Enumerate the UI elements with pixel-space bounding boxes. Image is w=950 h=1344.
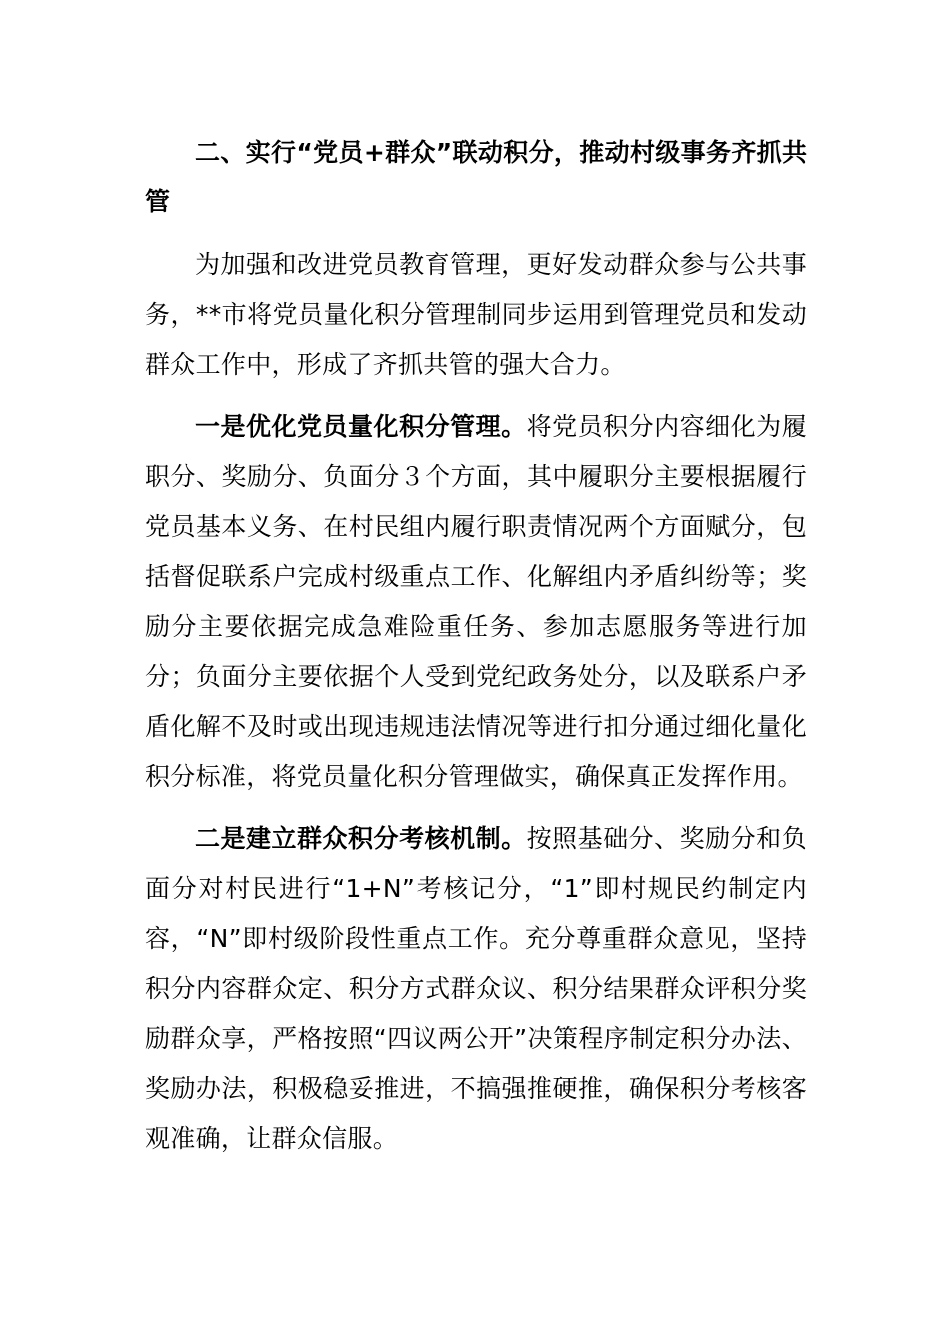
section-2-paragraph bbox=[145, 814, 807, 1164]
section-1-body: 将党员积分内容细化为履职分、奖励分、负面分３个方面，其中履职分主要根据履行党员基本义务、在村民组内履行职责情况两个方面赋分，包括督促联系户完成村级重点工作、化解组内矛盾纠纷等；奖励分主要依据完成急难险重任务、参加志愿服务等进行加分；负面分主要依据个人受到党纪政务处分，以及联系户矛盾化解不及时或出现违规违法情况等进行扣分通过细化量化积分标准，将党员量化积分管理做实，确保真正发挥作用。 bbox=[145, 412, 807, 791]
document-page bbox=[145, 128, 807, 1176]
section-2-body: 按照基础分、奖励分和负面分对村民进行“1+N”考核记分，“1”即村规民约制定内容，“N”即村级阶段性重点工作。充分尊重群众意见，坚持积分内容群众定、积分方式群众议、积分结果群众评积分奖励群众享，严格按照“四议两公开”决策程序制定积分办法、奖励办法，积极稳妥推进，不搞强推硬推，确保积分考核客观准确，让群众信服。 bbox=[145, 824, 807, 1153]
section-1-paragraph bbox=[145, 402, 807, 802]
section-1-lead: 一是优化党员量化积分管理。 bbox=[195, 412, 527, 441]
intro-paragraph: 为加强和改进党员教育管理，更好发动群众参与公共事务，**市将党员量化积分管理制同步运用到管理党员和发动群众工作中，形成了齐抓共管的强大合力。 bbox=[145, 250, 807, 379]
section-2-lead: 二是建立群众积分考核机制。 bbox=[195, 824, 527, 853]
section-heading: 二、实行“党员+群众”联动积分，推动村级事务齐抓共管 bbox=[145, 138, 807, 216]
